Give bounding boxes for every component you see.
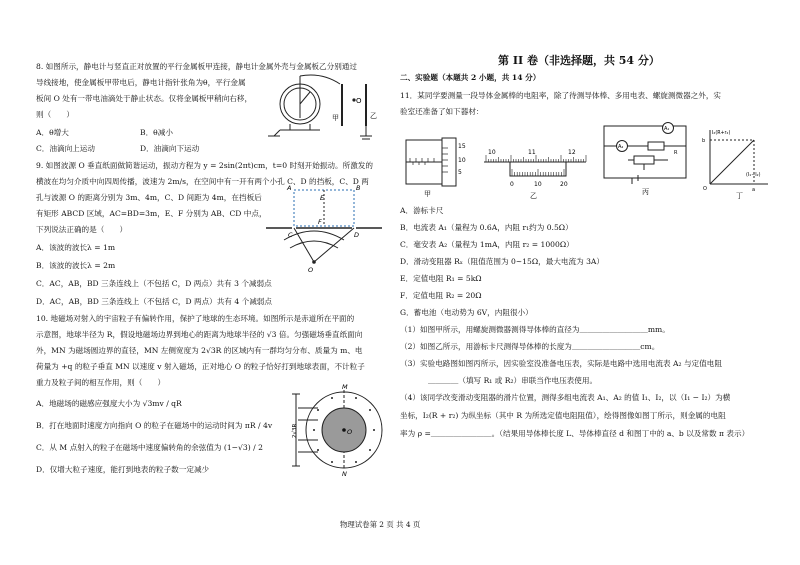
equipment-d: D．滑动变阻器 Rₓ（阻值范围为 0~15Ω，最大电流为 3A） <box>400 257 605 266</box>
q10-line-5: 重力及粒子间的相互作用，则（ ） <box>36 378 166 387</box>
page-footer: 物理试卷第 2 页 共 4 页 <box>340 520 421 529</box>
svg-text:(I₁−I₂): (I₁−I₂) <box>746 173 761 178</box>
fig-label-yi: 乙 <box>530 192 537 200</box>
q9-line-2: 横波在均匀介质中向四周传播，波速为 2m/s，在空间中有一开有两个小孔 C、D 的挡板，C、D 两 <box>36 177 369 186</box>
fig-label-jia: 甲 <box>424 190 431 198</box>
q10-option-d: D．仅增大粒子速度，能打到地表的粒子数一定减少 <box>36 465 210 474</box>
fig-label-bing: 丙 <box>642 188 649 196</box>
q10-option-a: A．地磁场的磁感应强度大小为 √3mv / qR <box>36 399 182 408</box>
wave-slit-figure <box>262 182 384 274</box>
q8-option-b: B．θ减小 <box>140 128 173 137</box>
q9-line-1: 9. 如图波源 O 垂直纸面做简谐运动，振动方程为 y = 2sin(2πt)cm，t=0 时刻开始振动。所激发的 <box>36 161 373 170</box>
q9-option-a: A．该波的波长λ = 1m <box>36 243 116 252</box>
svg-text:甲: 甲 <box>332 114 339 122</box>
vernier-caliper-figure <box>480 144 590 200</box>
q10-option-c: C．从 M 点射入的粒子在磁场中速度偏转角的余弦值为 (1−√3) / 2 <box>36 443 263 452</box>
svg-text:O: O <box>703 186 707 192</box>
q8-line-2: 导线接地，使金属板甲带电后，静电计指针张角为θ，平行金属 <box>36 78 246 87</box>
svg-text:10: 10 <box>488 149 496 156</box>
svg-text:I₂(R+r₂): I₂(R+r₂) <box>712 131 731 136</box>
question-4-line-3: 率为 ρ =＿＿＿＿＿＿＿＿。（结果用导体棒长度 L、导体棒直径 d 和图丁中的 a、b 以及常数 π 表示） <box>400 429 750 438</box>
equipment-e: E．定值电阻 R₁ = 5kΩ <box>400 274 482 283</box>
equipment-c: C．毫安表 A₂（量程为 1mA，内阻 r₂ = 1000Ω） <box>400 240 574 249</box>
q9-line-4: 有矩形 ABCD 区域，AC=BD=3m，E、F 分别为 AB、CD 中点， <box>36 209 267 218</box>
svg-text:10: 10 <box>458 157 466 164</box>
fig-label-ding: 丁 <box>736 192 743 200</box>
svg-text:C: C <box>288 231 293 239</box>
q9-option-b: B．该波的波长λ = 2m <box>36 261 116 270</box>
question-4-line-2: 坐标，I₂(R + r₂) 为纵坐标（其中 R 为所选定值电阻阻值），绘得图像如图丁所示，则金属的电阻 <box>400 411 726 420</box>
svg-text:0: 0 <box>510 181 514 188</box>
svg-text:12: 12 <box>568 149 576 156</box>
q10-line-3: 外，MN 为磁场圆边界的直径，MN 左侧宽度为 2√3R 的区域内有一群均匀分布、质量为 m、电 <box>36 346 363 355</box>
svg-text:15: 15 <box>458 143 466 150</box>
svg-text:A: A <box>287 184 292 192</box>
question-1: （1）如图甲所示，用螺旋测微器测得导体棒的直径为＿＿＿＿＿＿＿＿＿mm。 <box>400 325 670 334</box>
question-2: （2）如图乙所示，用游标卡尺测得导体棒的长度为＿＿＿＿＿＿＿＿＿cm。 <box>400 342 660 351</box>
section-title: 第 II 卷（非选择题，共 54 分） <box>498 54 660 67</box>
q8-option-c: C．油滴向上运动 <box>36 144 95 153</box>
svg-text:A₁: A₁ <box>664 126 670 132</box>
question-4-line-1: （4）该同学改变滑动变阻器的滑片位置，测得多组电流表 A₁、A₂ 的值 I₁、I₂，以（I₁ − I₂）为横 <box>400 393 731 402</box>
question-3-line-1: （3）实验电路图如图丙所示，因实验室没准备电压表，实际是电路中选用电流表 A₂ 与定值电阻 <box>400 359 722 368</box>
q9-option-c: C．AC，AB，BD 三条连线上（不包括 C，D 两点）共有 3 个减弱点 <box>36 279 272 288</box>
question-3-line-2: ＿＿＿＿（填写 R₁ 或 R₂）串联当作电压表使用。 <box>428 376 598 385</box>
q9-line-3: 孔与波源 O 的距离分别为 3m、4m，C、D 间距为 4m，在挡板后 <box>36 193 262 202</box>
svg-text:O: O <box>347 428 353 436</box>
q10-line-1: 10. 地磁场对射入的宇宙粒子有偏转作用，保护了地球的生态环境。如图所示是赤道所在平面的 <box>36 314 355 323</box>
q8-option-d: D．油滴向下运动 <box>140 144 200 153</box>
q8-line-4: 则（ ） <box>36 110 74 119</box>
svg-text:M: M <box>342 384 348 391</box>
svg-text:D: D <box>354 231 360 239</box>
electrometer-figure <box>262 70 382 150</box>
q9-line-5: 下列说法正确的是（ ） <box>36 225 128 234</box>
svg-text:10: 10 <box>534 181 542 188</box>
q11-intro-1: 11．某同学要测量一段导体金属棒的电阻率，除了待测导体棒、多用电表、螺旋测微器之外，实 <box>400 91 722 100</box>
svg-text:20: 20 <box>560 181 568 188</box>
equipment-f: F．定值电阻 R₂ = 20Ω <box>400 291 482 300</box>
micrometer-figure <box>402 134 474 198</box>
equipment-a: A．游标卡尺 <box>400 206 444 215</box>
svg-text:2√3R: 2√3R <box>292 423 298 438</box>
q8-option-a: A．θ增大 <box>36 128 69 137</box>
svg-text:A₂: A₂ <box>618 144 624 150</box>
svg-text:E: E <box>320 194 325 202</box>
q8-line-3: 板间 O 处有一带电油滴处于静止状态。仅将金属板甲稍向右移， <box>36 94 253 103</box>
q11-intro-2: 验室还准备了如下器材： <box>400 107 484 116</box>
svg-text:R: R <box>674 150 678 156</box>
svg-text:B: B <box>356 184 361 192</box>
equipment-b: B．电流表 A₁（量程为 0.6A，内阻 r₁约为 0.5Ω） <box>400 223 573 232</box>
svg-text:F: F <box>318 218 322 226</box>
svg-text:b: b <box>702 138 706 144</box>
q10-line-2: 示意图，地球半径为 R，假设地磁场边界到地心的距离为地球半径的 √3 倍。匀强磁场垂直纸面向 <box>36 330 363 339</box>
subsection-title: 二、实验题（本题共 2 小题，共 14 分） <box>400 73 541 82</box>
circuit-figure <box>598 120 694 196</box>
svg-text:乙: 乙 <box>370 112 377 120</box>
magnetic-field-figure <box>288 384 384 476</box>
svg-text:N: N <box>342 470 347 476</box>
q9-option-d: D．AC，AB，BD 三条连线上（不包括 C，D 两点）共有 4 个减弱点 <box>36 297 272 306</box>
svg-text:O: O <box>308 266 314 274</box>
svg-text:5: 5 <box>458 169 462 176</box>
q10-option-b: B．打在地面时速度方向指向 O 的粒子在磁场中的运动时间为 πR / 4v <box>36 421 273 430</box>
svg-text:O: O <box>356 97 362 105</box>
graph-figure <box>702 124 772 200</box>
svg-text:11: 11 <box>528 149 536 156</box>
equipment-g: G．蓄电池（电动势为 6V，内阻很小） <box>400 308 533 317</box>
svg-text:a: a <box>752 187 756 193</box>
q10-line-4: 荷量为 +q 的粒子垂直 MN 以速度 v 射入磁场，正对地心 O 的粒子恰好打到地球表面，不计粒子 <box>36 362 365 371</box>
q8-line-1: 8. 如图所示，静电计与竖直正对放置的平行金属板甲连接，静电计金属外壳与金属板乙分别通过 <box>36 62 357 71</box>
